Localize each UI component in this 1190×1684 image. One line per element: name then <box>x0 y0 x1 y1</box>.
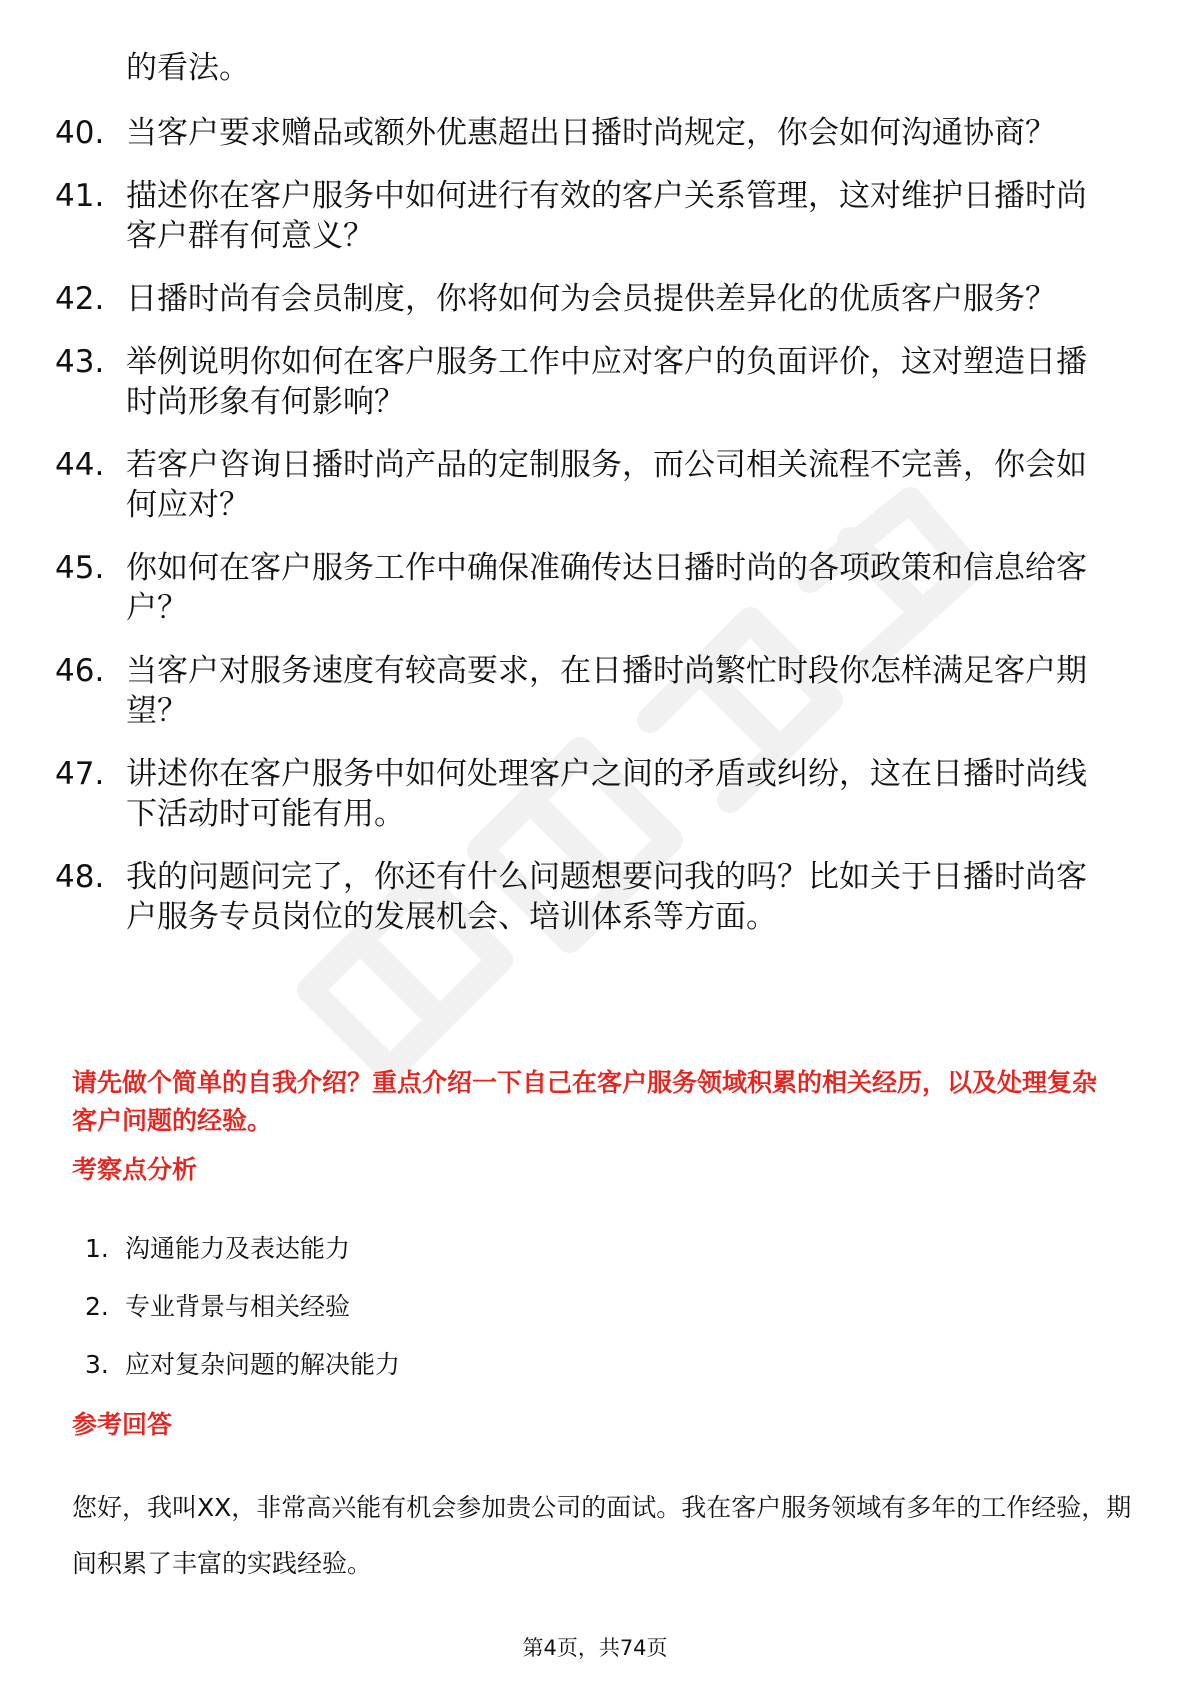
question-text: 日播时尚有会员制度，你将如何为会员提供差异化的优质客户服务？ <box>126 281 1056 317</box>
question-number: 46. <box>55 653 105 689</box>
analysis-points-list <box>85 1232 400 1406</box>
question-text: 你如何在客户服务工作中确保准确传达日播时尚的各项政策和信息给客户？ <box>126 550 1087 626</box>
page-footer: 第4页，共74页 <box>522 1636 668 1660</box>
question-item <box>55 651 1105 731</box>
point-number: 2. <box>85 1292 109 1321</box>
analysis-point <box>85 1290 400 1348</box>
analysis-point <box>85 1348 400 1406</box>
analysis-heading: 考察点分析 <box>72 1155 198 1184</box>
question-number: 42. <box>55 281 105 317</box>
question-list <box>55 113 1105 960</box>
question-item <box>55 113 1105 153</box>
question-item <box>55 548 1105 628</box>
continuation-text: 的看法。 <box>126 50 250 86</box>
question-number: 48. <box>55 859 105 895</box>
question-text: 若客户咨询日播时尚产品的定制服务，而公司相关流程不完善，你会如何应对？ <box>126 447 1087 523</box>
question-number: 40. <box>55 115 105 151</box>
reference-heading: 参考回答 <box>72 1410 173 1439</box>
analysis-point <box>85 1232 400 1290</box>
question-text: 举例说明你如何在客户服务工作中应对客户的负面评价，这对塑造日播时尚形象有何影响？ <box>126 344 1087 420</box>
reference-answer: 您好，我叫XX，非常高兴能有机会参加贵公司的面试。我在客户服务领域有多年的工作经验，期间积累了丰富的实践经验。 <box>72 1493 1132 1578</box>
question-text: 当客户要求赠品或额外优惠超出日播时尚规定，你会如何沟通协商？ <box>126 115 1056 151</box>
question-text: 当客户对服务速度有较高要求，在日播时尚繁忙时段你怎样满足客户期望？ <box>126 653 1087 729</box>
question-item <box>55 754 1105 834</box>
question-number: 41. <box>55 178 105 214</box>
question-number: 43. <box>55 344 105 380</box>
question-item <box>55 445 1105 525</box>
question-number: 47. <box>55 756 105 792</box>
question-number: 45. <box>55 550 105 586</box>
point-text: 沟通能力及表达能力 <box>125 1234 351 1263</box>
question-item <box>55 279 1105 319</box>
question-text: 我的问题问完了，你还有什么问题想要问我的吗？比如关于日播时尚客户服务专员岗位的发展机会、培训体系等方面。 <box>126 859 1087 935</box>
interview-question: 请先做个简单的自我介绍？重点介绍一下自己在客户服务领域积累的相关经历，以及处理复杂客户问题的经验。 <box>72 1068 1098 1135</box>
point-number: 1. <box>85 1234 109 1263</box>
question-item <box>55 857 1105 937</box>
question-item <box>55 176 1105 256</box>
point-text: 专业背景与相关经验 <box>125 1292 351 1321</box>
question-text: 描述你在客户服务中如何进行有效的客户关系管理，这对维护日播时尚客户群有何意义？ <box>126 178 1087 254</box>
question-item <box>55 342 1105 422</box>
question-number: 44. <box>55 447 105 483</box>
question-text: 讲述你在客户服务中如何处理客户之间的矛盾或纠纷，这在日播时尚线下活动时可能有用。 <box>126 756 1087 832</box>
point-number: 3. <box>85 1350 109 1379</box>
point-text: 应对复杂问题的解决能力 <box>125 1350 401 1379</box>
